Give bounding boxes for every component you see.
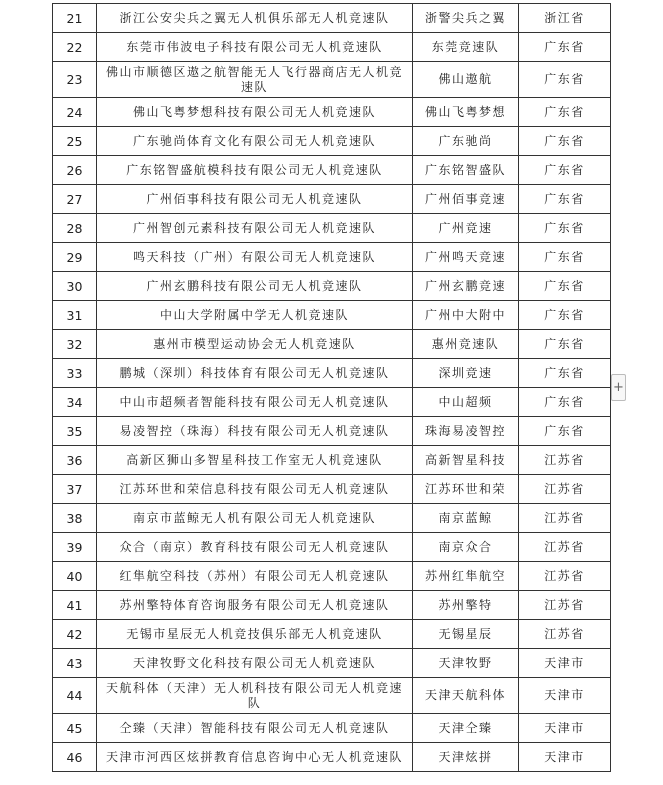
team-full-name: 红隼航空科技（苏州）有限公司无人机竞速队 — [97, 562, 413, 591]
team-province: 广东省 — [519, 330, 611, 359]
team-province: 广东省 — [519, 127, 611, 156]
row-number: 24 — [53, 98, 97, 127]
team-full-name: 仝臻（天津）智能科技有限公司无人机竞速队 — [97, 714, 413, 743]
team-short-name: 惠州竞速队 — [413, 330, 519, 359]
team-short-name: 东莞竞速队 — [413, 33, 519, 62]
team-full-name: 天津牧野文化科技有限公司无人机竞速队 — [97, 649, 413, 678]
row-number: 22 — [53, 33, 97, 62]
table-row — [53, 504, 611, 533]
team-full-name: 鹏城（深圳）科技体育有限公司无人机竞速队 — [97, 359, 413, 388]
team-full-name: 广州玄鹏科技有限公司无人机竞速队 — [97, 272, 413, 301]
team-short-name: 中山超频 — [413, 388, 519, 417]
team-province: 江苏省 — [519, 446, 611, 475]
team-short-name: 广东铭智盛队 — [413, 156, 519, 185]
team-province: 广东省 — [519, 185, 611, 214]
table-row — [53, 620, 611, 649]
team-short-name: 天津炫拼 — [413, 743, 519, 772]
row-number: 35 — [53, 417, 97, 446]
team-full-name: 易凌智控（珠海）科技有限公司无人机竞速队 — [97, 417, 413, 446]
team-province: 天津市 — [519, 714, 611, 743]
team-full-name: 南京市蓝鲸无人机有限公司无人机竞速队 — [97, 504, 413, 533]
team-full-name: 惠州市模型运动协会无人机竞速队 — [97, 330, 413, 359]
table-row — [53, 243, 611, 272]
row-number: 29 — [53, 243, 97, 272]
table-row — [53, 475, 611, 504]
table-row — [53, 562, 611, 591]
team-short-name: 广州竞速 — [413, 214, 519, 243]
team-province: 江苏省 — [519, 562, 611, 591]
team-province: 广东省 — [519, 359, 611, 388]
table-row — [53, 591, 611, 620]
team-province: 广东省 — [519, 33, 611, 62]
table-row — [53, 33, 611, 62]
team-full-name: 广东驰尚体育文化有限公司无人机竞速队 — [97, 127, 413, 156]
team-full-name: 浙江公安尖兵之翼无人机俱乐部无人机竞速队 — [97, 4, 413, 33]
team-full-name: 中山大学附属中学无人机竞速队 — [97, 301, 413, 330]
row-number: 44 — [53, 678, 97, 714]
table-row — [53, 185, 611, 214]
team-short-name: 高新智星科技 — [413, 446, 519, 475]
team-province: 广东省 — [519, 272, 611, 301]
table-row — [53, 98, 611, 127]
team-province: 江苏省 — [519, 591, 611, 620]
team-province: 广东省 — [519, 62, 611, 98]
team-short-name: 江苏环世和荣 — [413, 475, 519, 504]
row-number: 37 — [53, 475, 97, 504]
team-province: 广东省 — [519, 214, 611, 243]
team-province: 广东省 — [519, 98, 611, 127]
team-short-name: 广东驰尚 — [413, 127, 519, 156]
row-number: 31 — [53, 301, 97, 330]
team-province: 浙江省 — [519, 4, 611, 33]
table-row — [53, 4, 611, 33]
team-short-name: 佛山遨航 — [413, 62, 519, 98]
team-full-name: 广州佰事科技有限公司无人机竞速队 — [97, 185, 413, 214]
table-row — [53, 62, 611, 98]
team-full-name: 无锡市星辰无人机竞技俱乐部无人机竞速队 — [97, 620, 413, 649]
team-short-name: 南京蓝鲸 — [413, 504, 519, 533]
team-short-name: 苏州擎特 — [413, 591, 519, 620]
team-province: 天津市 — [519, 649, 611, 678]
row-number: 32 — [53, 330, 97, 359]
team-full-name: 天航科体（天津）无人机科技有限公司无人机竞速队 — [97, 678, 413, 714]
row-number: 39 — [53, 533, 97, 562]
team-list-table — [52, 3, 611, 772]
row-number: 34 — [53, 388, 97, 417]
row-number: 21 — [53, 4, 97, 33]
row-number: 26 — [53, 156, 97, 185]
team-short-name: 佛山飞粤梦想 — [413, 98, 519, 127]
team-province: 广东省 — [519, 388, 611, 417]
team-full-name: 苏州擎特体育咨询服务有限公司无人机竞速队 — [97, 591, 413, 620]
team-full-name: 佛山市顺德区遨之航智能无人飞行器商店无人机竞速队 — [97, 62, 413, 98]
team-province: 天津市 — [519, 678, 611, 714]
team-full-name: 广东铭智盛航模科技有限公司无人机竞速队 — [97, 156, 413, 185]
team-full-name: 众合（南京）教育科技有限公司无人机竞速队 — [97, 533, 413, 562]
team-short-name: 天津牧野 — [413, 649, 519, 678]
team-list-body — [53, 4, 611, 772]
row-number: 33 — [53, 359, 97, 388]
row-number: 42 — [53, 620, 97, 649]
table-row — [53, 301, 611, 330]
team-province: 广东省 — [519, 156, 611, 185]
table-row — [53, 743, 611, 772]
table-row — [53, 678, 611, 714]
table-row — [53, 533, 611, 562]
team-short-name: 广州佰事竞速 — [413, 185, 519, 214]
team-full-name: 佛山飞粤梦想科技有限公司无人机竞速队 — [97, 98, 413, 127]
row-number: 40 — [53, 562, 97, 591]
team-province: 江苏省 — [519, 620, 611, 649]
team-full-name: 江苏环世和荣信息科技有限公司无人机竞速队 — [97, 475, 413, 504]
table-row — [53, 272, 611, 301]
team-province: 江苏省 — [519, 533, 611, 562]
team-province: 天津市 — [519, 743, 611, 772]
team-short-name: 珠海易凌智控 — [413, 417, 519, 446]
table-row — [53, 127, 611, 156]
team-full-name: 天津市河西区炫拼教育信息咨询中心无人机竞速队 — [97, 743, 413, 772]
team-province: 广东省 — [519, 417, 611, 446]
team-full-name: 高新区狮山多智星科技工作室无人机竞速队 — [97, 446, 413, 475]
team-full-name: 广州智创元素科技有限公司无人机竞速队 — [97, 214, 413, 243]
row-number: 27 — [53, 185, 97, 214]
table-row — [53, 359, 611, 388]
row-number: 41 — [53, 591, 97, 620]
team-province: 广东省 — [519, 243, 611, 272]
team-province: 江苏省 — [519, 475, 611, 504]
team-short-name: 南京众合 — [413, 533, 519, 562]
team-short-name: 浙警尖兵之翼 — [413, 4, 519, 33]
add-row-button[interactable]: + — [611, 374, 626, 401]
team-full-name: 中山市超频者智能科技有限公司无人机竞速队 — [97, 388, 413, 417]
row-number: 28 — [53, 214, 97, 243]
row-number: 36 — [53, 446, 97, 475]
team-short-name: 天津仝臻 — [413, 714, 519, 743]
team-province: 广东省 — [519, 301, 611, 330]
team-short-name: 苏州红隼航空 — [413, 562, 519, 591]
table-row — [53, 649, 611, 678]
row-number: 43 — [53, 649, 97, 678]
team-short-name: 广州鸣天竞速 — [413, 243, 519, 272]
team-short-name: 广州玄鹏竞速 — [413, 272, 519, 301]
row-number: 45 — [53, 714, 97, 743]
table-row — [53, 714, 611, 743]
table-row — [53, 156, 611, 185]
row-number: 23 — [53, 62, 97, 98]
table-row — [53, 330, 611, 359]
table-row — [53, 446, 611, 475]
row-number: 30 — [53, 272, 97, 301]
table-row — [53, 388, 611, 417]
team-short-name: 无锡星辰 — [413, 620, 519, 649]
team-full-name: 东莞市伟波电子科技有限公司无人机竞速队 — [97, 33, 413, 62]
team-short-name: 深圳竞速 — [413, 359, 519, 388]
table-row — [53, 214, 611, 243]
row-number: 38 — [53, 504, 97, 533]
row-number: 46 — [53, 743, 97, 772]
table-row — [53, 417, 611, 446]
row-number: 25 — [53, 127, 97, 156]
team-province: 江苏省 — [519, 504, 611, 533]
team-short-name: 天津天航科体 — [413, 678, 519, 714]
team-short-name: 广州中大附中 — [413, 301, 519, 330]
team-full-name: 鸣天科技（广州）有限公司无人机竞速队 — [97, 243, 413, 272]
